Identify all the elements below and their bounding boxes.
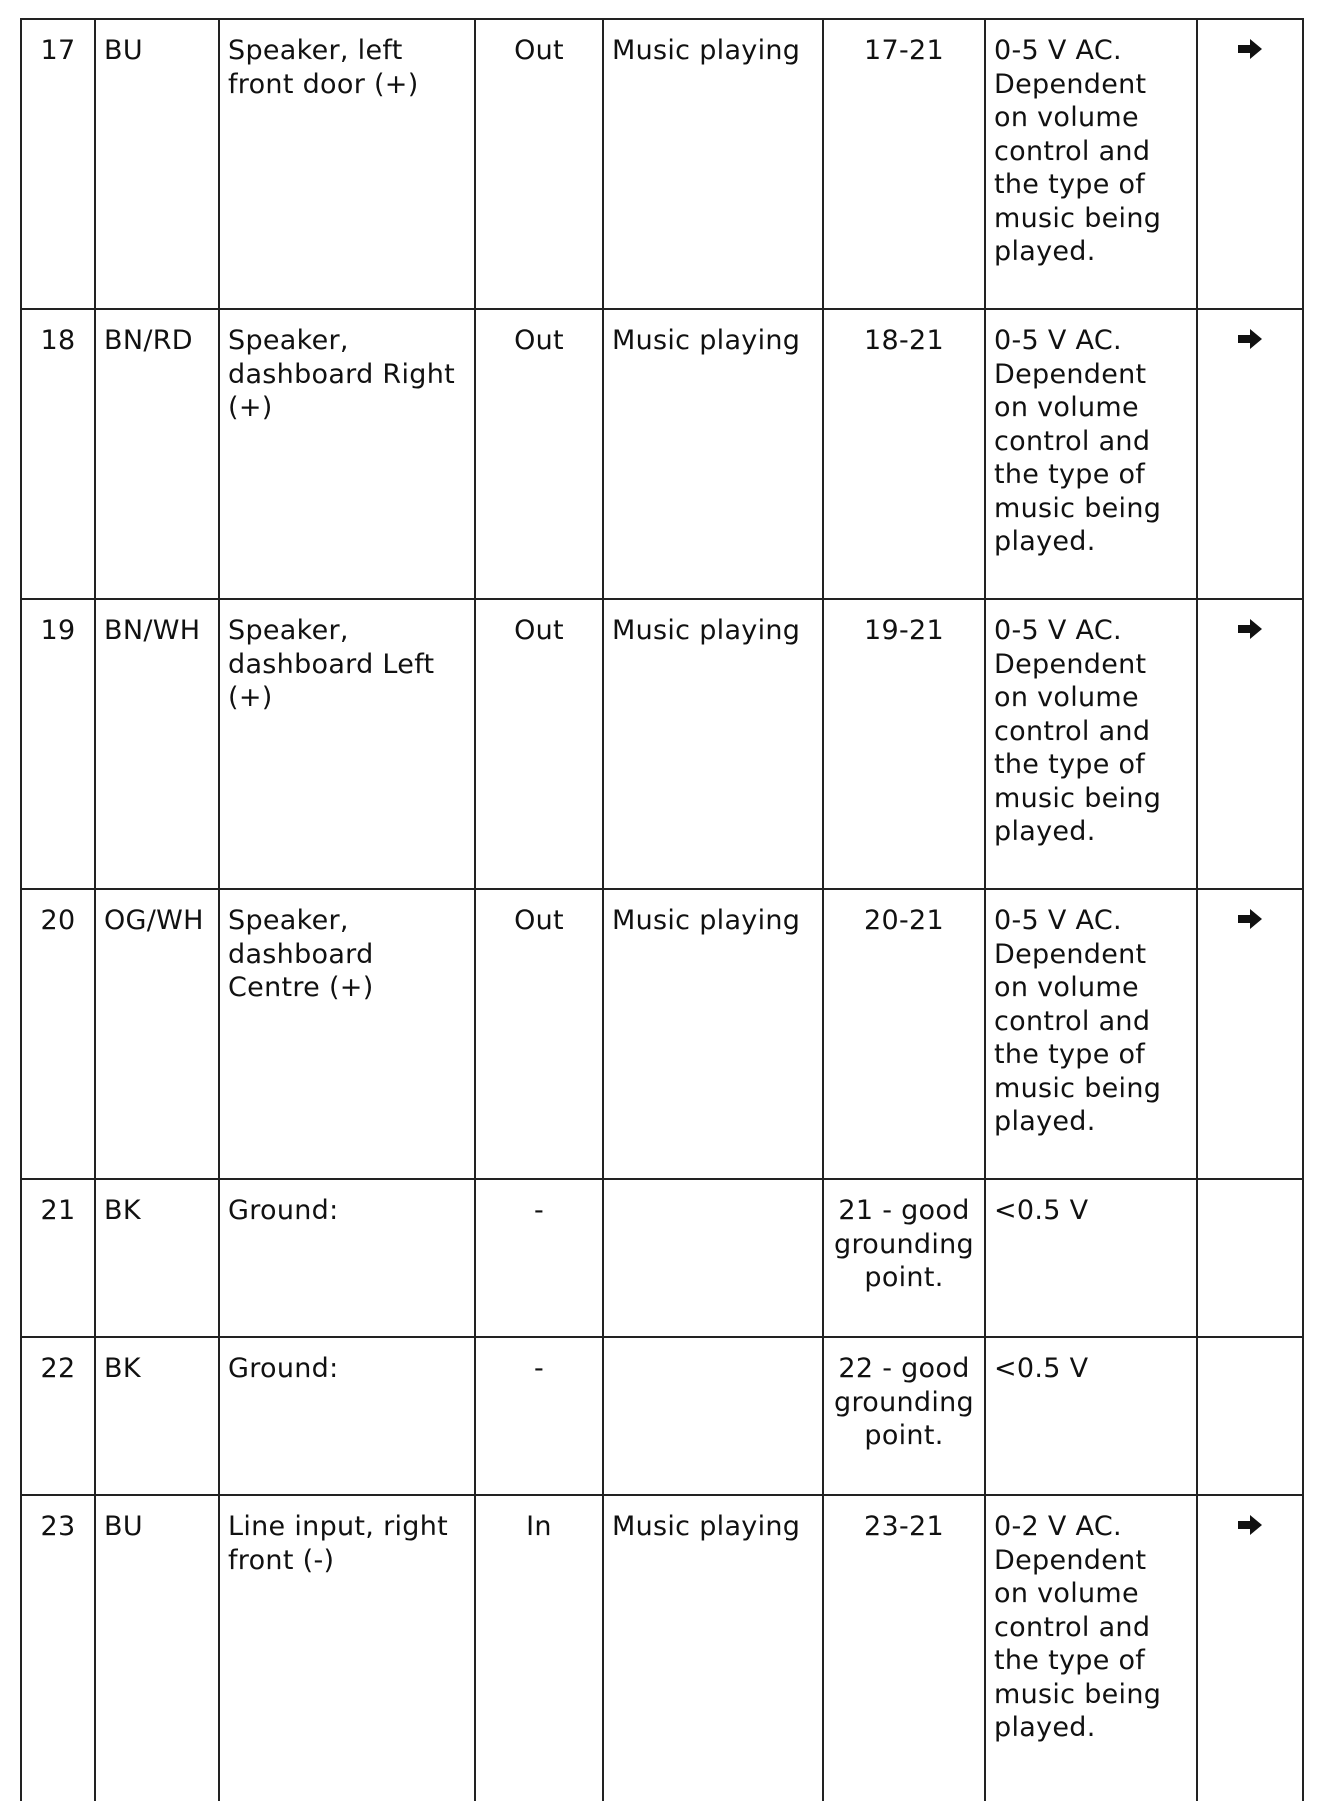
measure-points-cell: 22 - good grounding point.: [823, 1337, 985, 1495]
arrow-right-icon[interactable]: [1237, 1515, 1263, 1535]
value-cell: 0-5 V AC. Dependent on volume control and the type of music being played.: [985, 599, 1197, 889]
wire-color-cell: BU: [95, 1495, 219, 1801]
description-cell: Line input, right front (-): [219, 1495, 475, 1801]
table-row: [21, 1337, 1303, 1495]
value-cell: 0-5 V AC. Dependent on volume control and the type of music being played.: [985, 19, 1197, 309]
measure-points-cell: 21 - good grounding point.: [823, 1179, 985, 1337]
arrow-right-icon[interactable]: [1237, 39, 1263, 59]
table-row: [21, 309, 1303, 599]
wire-color-cell: BN/RD: [95, 309, 219, 599]
description-cell: Speaker, dashboard Centre (+): [219, 889, 475, 1179]
value-cell: <0.5 V: [985, 1179, 1197, 1337]
description-cell: Ground:: [219, 1179, 475, 1337]
direction-cell: In: [475, 1495, 603, 1801]
description-cell: Ground:: [219, 1337, 475, 1495]
link-cell: [1197, 309, 1303, 599]
arrow-right-icon[interactable]: [1237, 909, 1263, 929]
wire-color-cell: BK: [95, 1179, 219, 1337]
condition-cell: [603, 1179, 823, 1337]
arrow-right-icon[interactable]: [1237, 619, 1263, 639]
direction-cell: Out: [475, 19, 603, 309]
condition-cell: Music playing: [603, 1495, 823, 1801]
description-cell: Speaker, left front door (+): [219, 19, 475, 309]
measure-points-cell: 19-21: [823, 599, 985, 889]
pin-number-cell: 21: [21, 1179, 95, 1337]
value-cell: 0-5 V AC. Dependent on volume control and the type of music being played.: [985, 889, 1197, 1179]
wire-color-cell: BN/WH: [95, 599, 219, 889]
measure-points-cell: 17-21: [823, 19, 985, 309]
value-cell: <0.5 V: [985, 1337, 1197, 1495]
wire-color-cell: BU: [95, 19, 219, 309]
value-cell: 0-5 V AC. Dependent on volume control and the type of music being played.: [985, 309, 1197, 599]
direction-cell: -: [475, 1179, 603, 1337]
wire-color-cell: BK: [95, 1337, 219, 1495]
link-cell: [1197, 599, 1303, 889]
measure-points-cell: 23-21: [823, 1495, 985, 1801]
table-row: [21, 19, 1303, 309]
pin-number-cell: 19: [21, 599, 95, 889]
direction-cell: Out: [475, 309, 603, 599]
arrow-right-icon[interactable]: [1237, 329, 1263, 349]
measure-points-cell: 18-21: [823, 309, 985, 599]
pin-number-cell: 22: [21, 1337, 95, 1495]
link-cell: [1197, 19, 1303, 309]
description-cell: Speaker, dashboard Left (+): [219, 599, 475, 889]
condition-cell: [603, 1337, 823, 1495]
condition-cell: Music playing: [603, 309, 823, 599]
table-row: [21, 599, 1303, 889]
pin-number-cell: 18: [21, 309, 95, 599]
condition-cell: Music playing: [603, 19, 823, 309]
pin-table: [20, 18, 1304, 1801]
description-cell: Speaker, dashboard Right (+): [219, 309, 475, 599]
measure-points-cell: 20-21: [823, 889, 985, 1179]
condition-cell: Music playing: [603, 889, 823, 1179]
direction-cell: -: [475, 1337, 603, 1495]
link-cell: [1197, 889, 1303, 1179]
link-cell: [1197, 1337, 1303, 1495]
wire-color-cell: OG/WH: [95, 889, 219, 1179]
direction-cell: Out: [475, 599, 603, 889]
table-row: [21, 1495, 1303, 1801]
pin-number-cell: 20: [21, 889, 95, 1179]
table-row: [21, 889, 1303, 1179]
condition-cell: Music playing: [603, 599, 823, 889]
direction-cell: Out: [475, 889, 603, 1179]
pin-number-cell: 23: [21, 1495, 95, 1801]
value-cell: 0-2 V AC. Dependent on volume control and the type of music being played.: [985, 1495, 1197, 1801]
pin-number-cell: 17: [21, 19, 95, 309]
link-cell: [1197, 1179, 1303, 1337]
table-row: [21, 1179, 1303, 1337]
link-cell: [1197, 1495, 1303, 1801]
